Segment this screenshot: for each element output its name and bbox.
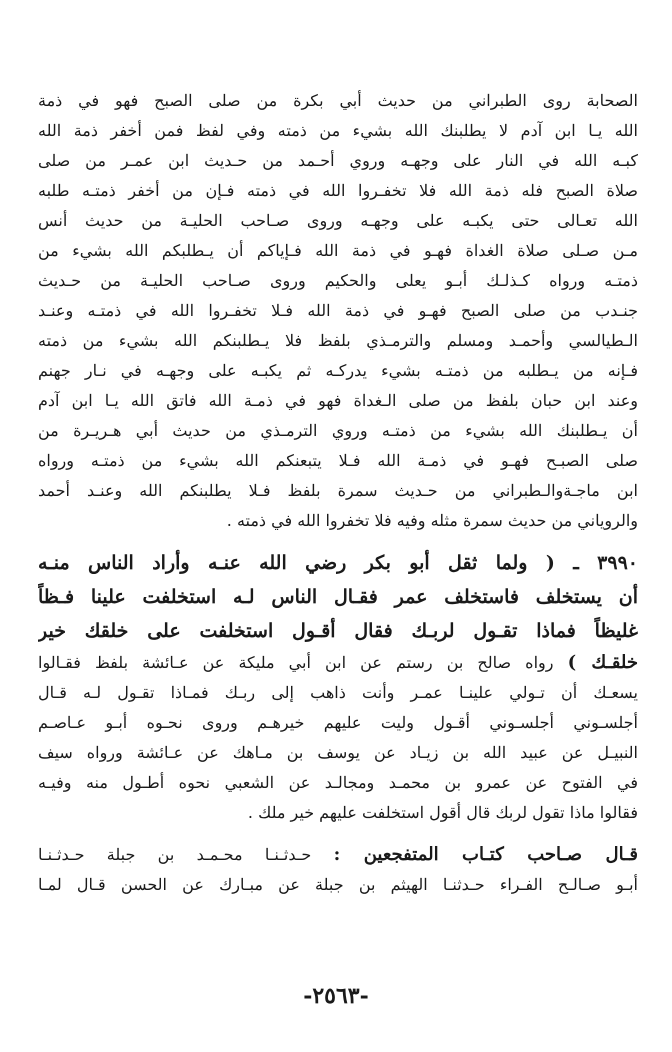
text-line <box>38 648 638 678</box>
text-line <box>38 840 638 870</box>
section-mutafajjiin <box>38 840 638 900</box>
text-line: الـطيالسي وأحمـد ومسلم والترمـذي بلفظ فلا يـطلبنكم الله بشيء من ذمته <box>38 331 638 350</box>
text-line: أجلسـوني أجلسـوني أقـول وليت عليهم خيرهـم وروى نحـوه أبـو عـاصـم <box>38 713 638 732</box>
text-line: مـن صـلى صلاة الغداة فهـو في ذمة الله فـإياكم أن يـطلبكم الله بشيء من <box>38 241 638 260</box>
text-line: صلى الصبـح فهـو في ذمـة الله فـلا يتبعنكم الله بشيء من ذمتـه ورواه <box>38 451 638 470</box>
text-line: جنـدب من صلى الصبح فهـو في ذمة الله فـلا تخفـروا الله في ذمتـه وعنـد <box>38 301 638 320</box>
text-line: فقالوا ماذا تقول لربك قال أقول استخلفت عليهم خير ملك . <box>247 803 638 822</box>
text-line: ذمتـه ورواه كـذلـك أبـو يعلى والحكيم وروى صـاحب الحليـة من حـديث <box>38 271 638 290</box>
text-line: والروياني من حديث سمرة مثله وفيه فلا تخفروا الله في ذمته . <box>226 511 638 530</box>
text-line: في الفتوح عن عمرو بن محمـد ومجالـد عن الشعبي نحوه أطـول منه وفيـه <box>38 773 638 792</box>
text-line: الله يـا ابن آدم لا يطلبنك الله بشيء من ذمته وفي لفظ فمن أخفر ذمة الله <box>38 121 638 140</box>
source-heading: قـال صـاحب كتـاب المتفجعين : <box>333 844 638 865</box>
text-segment: حـدثـنـا محـمـد بن جبلة حـدثـنـا <box>38 845 334 864</box>
page-body <box>38 86 638 900</box>
text-line: يسعـك أن تـولي علينـا عمـر وأنت ذاهب إلى ربـك فمـاذا تقـول لـه قـال <box>38 683 638 702</box>
spacer <box>38 536 638 546</box>
text-line: الله تعـالى حتى يكبـه على وجهـه وروى صـاحب الحليـة من حديث أنس <box>38 211 638 230</box>
text-line: ابن ماجـةوالـطبراني من حـديث سمرة بلفظ فـلا يطلبنكم الله وعنـد أحمد <box>38 481 638 500</box>
text-line: أبـو صـالـح الفـراء حـدثنـا الهيثم بن جبلة عن مبـارك عن الحسن قـال لمـا <box>38 875 638 894</box>
page-number: -٢٥٦٣- <box>303 983 369 1009</box>
hadith-heading-line: ٣٩٩٠ ـ ( ولما ثقل أبو بكر رضي الله عنـه وأراد الناس منـه <box>38 552 638 574</box>
text-line: الصحابة روى الطبراني من حديث أبي بكرة من صلى الصبح فهو في ذمة <box>38 91 638 110</box>
spacer <box>38 828 638 840</box>
hadith-heading-line: غليظاً فماذا تقـول لربـك فقال أقـول استخلفت على خلقك خير <box>38 620 638 642</box>
hadith-heading-end: خلقـك ) <box>567 652 638 673</box>
section-hadith-commentary <box>38 86 638 536</box>
text-line: أن يـطلبنك الله بشيء من ذمتـه وروي الترمـذي من حديث أبي هـريـرة من <box>38 421 638 440</box>
section-hadith-3990 <box>38 546 638 828</box>
text-line: وعند ابن حبان بلفظ من صلى الـغداة فهو في ذمـة الله فاتق الله يـا ابن آدم <box>38 391 638 410</box>
text-line: كبـه الله في النار على وجهـه وروي أحـمد من حـديث ابن عمـر من صلى <box>38 151 638 170</box>
text-line: فـإنه من يـطلبه من ذمتـه بشيء يدركـه ثم يكبـه على وجهـه في نـار جهنم <box>38 361 638 380</box>
text-segment: رواه صالح بن رستم عن ابن أبي مليكة عن عـائشة بلفظ فقـالوا <box>38 653 568 672</box>
hadith-heading-line: أن يستخلف فاستخلف عمر فقـال الناس لـه استخلفت علينا فـظاً <box>38 586 638 608</box>
text-line: النبيـل عن عبيد الله بن زيـاد عن يوسف بن مـاهك عن عـائشة ورواه سيف <box>38 743 638 762</box>
text-line: صلاة الصبح فله ذمة الله فلا تخفـروا الله في ذمته فـإن من أخفر ذمتـه طلبه <box>38 181 638 200</box>
